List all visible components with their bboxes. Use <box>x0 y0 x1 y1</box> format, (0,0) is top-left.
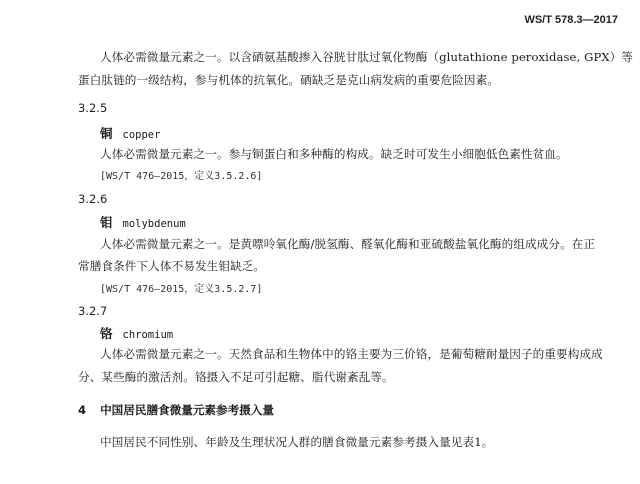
clause-number-3-2-5: 3.2.5 <box>78 101 108 115</box>
term-chromium <box>100 324 173 342</box>
term-chromium-en: chromium <box>122 329 174 341</box>
section-4-number: 4 <box>78 403 87 417</box>
copper-reference: [WS/T 476—2015，定义3.5.2.6] <box>100 171 263 182</box>
clause-number-3-2-7: 3.2.7 <box>78 304 108 318</box>
clause-number-3-2-6: 3.2.6 <box>78 192 108 206</box>
molybdenum-definition-line-1: 人体必需微量元素之一。是黄嘌呤氧化酶/脱氢酶、醛氧化酶和亚硫酸盐氧化酶的组成成分。在正 <box>100 237 596 251</box>
chromium-definition-line-2: 分、某些酶的激活剂。铬摄入不足可引起糖、脂代谢紊乱等。 <box>78 370 394 384</box>
section-4-title: 中国居民膳食微量元素参考摄入量 <box>100 403 274 417</box>
molybdenum-definition-line-2: 常膳食条件下人体不易发生钼缺乏。 <box>78 259 266 273</box>
term-copper <box>100 124 160 142</box>
term-molybdenum <box>100 213 186 231</box>
document-id: WS/T 578.3—2017 <box>524 14 618 26</box>
term-copper-en: copper <box>122 129 161 141</box>
chromium-definition-line-1: 人体必需微量元素之一。天然食品和生物体中的铬主要为三价铬，是葡萄糖耐量因子的重要构成成 <box>100 347 603 361</box>
term-molybdenum-en: molybdenum <box>122 218 186 230</box>
section-4-heading <box>78 402 274 418</box>
molybdenum-reference: [WS/T 476—2015，定义3.5.2.7] <box>100 284 263 295</box>
term-copper-zh: 铜 <box>100 126 113 141</box>
term-molybdenum-zh: 钼 <box>100 215 113 230</box>
selenium-definition-line-2: 蛋白肽链的一级结构，参与机体的抗氧化。硒缺乏是克山病发病的重要危险因素。 <box>78 73 499 87</box>
term-chromium-zh: 铬 <box>100 326 113 341</box>
selenium-definition-line-1: 人体必需微量元素之一。以含硒氨基酸掺入谷胱甘肽过氧化物酶（glutathione peroxidase, GPX）等 <box>100 50 634 64</box>
section-4-paragraph: 中国居民不同性别、年龄及生理状况人群的膳食微量元素参考摄入量见表1。 <box>100 435 494 449</box>
copper-definition: 人体必需微量元素之一。参与铜蛋白和多种酶的构成。缺乏时可发生小细胞低色素性贫血。 <box>100 147 568 161</box>
